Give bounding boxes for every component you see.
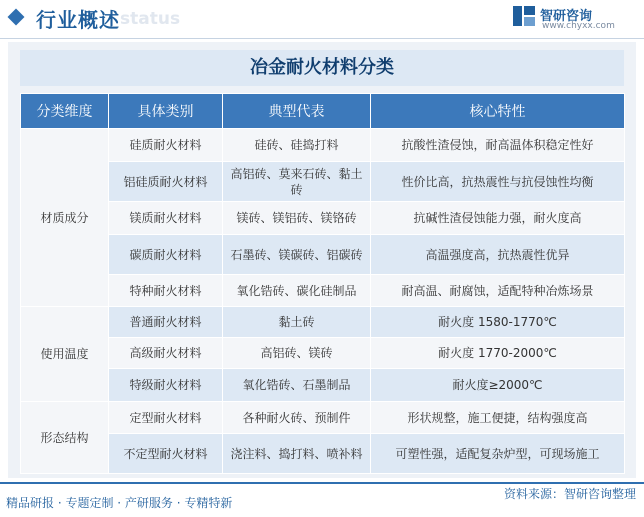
table-row	[21, 402, 625, 434]
header-divider	[0, 38, 644, 39]
brand-logo	[512, 4, 632, 34]
feature-cell: 可塑性强，适配复杂炉型，可现场施工	[371, 434, 625, 474]
dimension-cell: 形态结构	[21, 402, 109, 474]
feature-cell: 抗酸性渣侵蚀，耐高温体积稳定性好	[371, 129, 625, 162]
representative-cell: 各种耐火砖、预制件	[223, 402, 371, 434]
table-row	[21, 235, 625, 275]
category-cell: 特级耐火材料	[109, 369, 223, 402]
section-title: 行业概述	[36, 8, 120, 32]
logo-name: 智研咨询	[540, 9, 593, 24]
column-header: 核心特性	[371, 94, 625, 129]
feature-cell: 耐火度≥2000℃	[371, 369, 625, 402]
table-row	[21, 162, 625, 202]
representative-cell: 氧化锆砖、石墨制品	[223, 369, 371, 402]
feature-cell: 性价比高，抗热震性与抗侵蚀性均衡	[371, 162, 625, 202]
representative-cell: 浇注料、捣打料、喷补料	[223, 434, 371, 474]
representative-cell: 高铝砖、镁砖	[223, 338, 371, 369]
table-title: 冶金耐火材料分类	[20, 50, 624, 86]
dimension-cell: 使用温度	[21, 307, 109, 402]
category-cell: 特种耐火材料	[109, 275, 223, 307]
table-row	[21, 434, 625, 474]
feature-cell: 抗碱性渣侵蚀能力强，耐火度高	[371, 202, 625, 235]
table-row	[21, 202, 625, 235]
column-header: 典型代表	[223, 94, 371, 129]
feature-cell: 形状规整，施工便捷，结构强度高	[371, 402, 625, 434]
footer-tagline: 精品研报 · 专题定制 · 产研服务 · 专精特新	[6, 496, 233, 510]
category-cell: 铝硅质耐火材料	[109, 162, 223, 202]
classification-table	[20, 93, 625, 474]
category-cell: 不定型耐火材料	[109, 434, 223, 474]
feature-cell: 耐火度 1770-2000℃	[371, 338, 625, 369]
header-watermark-text: status	[120, 9, 181, 29]
feature-cell: 耐火度 1580-1770℃	[371, 307, 625, 338]
column-header: 具体类别	[109, 94, 223, 129]
representative-cell: 氧化锆砖、碳化硅制品	[223, 275, 371, 307]
table-header-row	[21, 94, 625, 129]
feature-cell: 耐高温、耐腐蚀，适配特种冶炼场景	[371, 275, 625, 307]
representative-cell: 镁砖、镁铝砖、镁铬砖	[223, 202, 371, 235]
category-cell: 碳质耐火材料	[109, 235, 223, 275]
table-row	[21, 307, 625, 338]
logo-url: www.chyxx.com	[542, 21, 615, 31]
logo-icon	[512, 4, 536, 28]
category-cell: 定型耐火材料	[109, 402, 223, 434]
source-note: 资料来源：智研咨询整理	[503, 487, 636, 501]
representative-cell: 石墨砖、镁碳砖、铝碳砖	[223, 235, 371, 275]
representative-cell: 硅砖、硅捣打料	[223, 129, 371, 162]
category-cell: 镁质耐火材料	[109, 202, 223, 235]
category-cell: 普通耐火材料	[109, 307, 223, 338]
feature-cell: 高温强度高，抗热震性优异	[371, 235, 625, 275]
category-cell: 硅质耐火材料	[109, 129, 223, 162]
column-header: 分类维度	[21, 94, 109, 129]
table-row	[21, 275, 625, 307]
representative-cell: 高铝砖、莫来石砖、黏土砖	[223, 162, 371, 202]
table-row	[21, 369, 625, 402]
diamond-icon	[8, 9, 25, 26]
page-header	[0, 0, 644, 36]
table-row	[21, 129, 625, 162]
dimension-cell: 材质成分	[21, 129, 109, 307]
table-row	[21, 338, 625, 369]
representative-cell: 黏土砖	[223, 307, 371, 338]
category-cell: 高级耐火材料	[109, 338, 223, 369]
footer-divider	[0, 482, 644, 484]
